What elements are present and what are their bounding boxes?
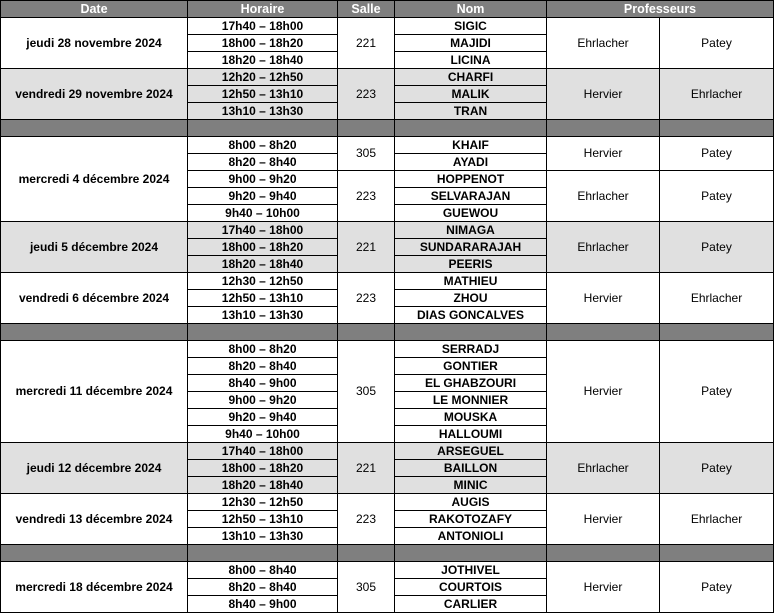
time-cell: 18h00 – 18h20	[188, 239, 338, 256]
date-cell: jeudi 5 décembre 2024	[1, 222, 188, 273]
time-cell: 9h00 – 9h20	[188, 171, 338, 188]
date-cell: vendredi 29 novembre 2024	[1, 69, 188, 120]
time-cell: 17h40 – 18h00	[188, 443, 338, 460]
time-cell: 9h20 – 9h40	[188, 188, 338, 205]
student-name-cell: JOTHIVEL	[395, 562, 547, 579]
professor-2-cell: Patey	[660, 222, 774, 273]
schedule-body	[1, 18, 774, 613]
room-cell: 223	[338, 273, 395, 324]
separator-cell	[547, 120, 660, 137]
professor-1-cell: Ehrlacher	[547, 18, 660, 69]
student-name-cell: SELVARAJAN	[395, 188, 547, 205]
separator-cell	[660, 324, 774, 341]
time-cell: 18h00 – 18h20	[188, 460, 338, 477]
room-cell: 223	[338, 171, 395, 222]
separator-cell	[547, 545, 660, 562]
professor-2-cell: Patey	[660, 341, 774, 443]
header-row	[1, 1, 774, 18]
professor-2-cell: Patey	[660, 443, 774, 494]
room-cell: 223	[338, 69, 395, 120]
time-cell: 13h10 – 13h30	[188, 103, 338, 120]
professor-2-cell: Ehrlacher	[660, 69, 774, 120]
professor-1-cell: Hervier	[547, 137, 660, 171]
professor-1-cell: Hervier	[547, 69, 660, 120]
time-cell: 12h20 – 12h50	[188, 69, 338, 86]
room-cell: 305	[338, 137, 395, 171]
separator-cell	[547, 324, 660, 341]
separator-cell	[395, 324, 547, 341]
professor-1-cell: Ehrlacher	[547, 443, 660, 494]
separator-cell	[1, 120, 188, 137]
separator-cell	[188, 120, 338, 137]
separator-cell	[338, 120, 395, 137]
table-row	[1, 137, 774, 154]
time-cell: 12h30 – 12h50	[188, 494, 338, 511]
student-name-cell: BAILLON	[395, 460, 547, 477]
professor-2-cell: Patey	[660, 137, 774, 171]
table-row	[1, 443, 774, 460]
time-cell: 8h20 – 8h40	[188, 579, 338, 596]
student-name-cell: COURTOIS	[395, 579, 547, 596]
time-cell: 18h00 – 18h20	[188, 35, 338, 52]
date-cell: jeudi 12 décembre 2024	[1, 443, 188, 494]
student-name-cell: CHARFI	[395, 69, 547, 86]
date-cell: mercredi 4 décembre 2024	[1, 137, 188, 222]
student-name-cell: EL GHABZOURI	[395, 375, 547, 392]
table-row	[1, 341, 774, 358]
student-name-cell: NIMAGA	[395, 222, 547, 239]
week-separator-row	[1, 120, 774, 137]
separator-cell	[188, 324, 338, 341]
professor-2-cell: Patey	[660, 18, 774, 69]
time-cell: 12h50 – 13h10	[188, 290, 338, 307]
student-name-cell: ANTONIOLI	[395, 528, 547, 545]
time-cell: 8h20 – 8h40	[188, 154, 338, 171]
student-name-cell: GUEWOU	[395, 205, 547, 222]
student-name-cell: RAKOTOZAFY	[395, 511, 547, 528]
student-name-cell: SIGIC	[395, 18, 547, 35]
table-row	[1, 562, 774, 579]
student-name-cell: MATHIEU	[395, 273, 547, 290]
professor-1-cell: Ehrlacher	[547, 171, 660, 222]
week-separator-row	[1, 545, 774, 562]
room-cell: 221	[338, 222, 395, 273]
week-separator-row	[1, 324, 774, 341]
table-row	[1, 222, 774, 239]
time-cell: 12h30 – 12h50	[188, 273, 338, 290]
time-cell: 18h20 – 18h40	[188, 256, 338, 273]
separator-cell	[338, 545, 395, 562]
date-cell: jeudi 28 novembre 2024	[1, 18, 188, 69]
time-cell: 8h20 – 8h40	[188, 358, 338, 375]
time-cell: 8h00 – 8h20	[188, 341, 338, 358]
separator-cell	[1, 545, 188, 562]
room-cell: 223	[338, 494, 395, 545]
student-name-cell: LICINA	[395, 52, 547, 69]
time-cell: 12h50 – 13h10	[188, 511, 338, 528]
time-cell: 8h00 – 8h20	[188, 137, 338, 154]
header-salle: Salle	[338, 1, 395, 18]
separator-cell	[338, 324, 395, 341]
header-nom: Nom	[395, 1, 547, 18]
time-cell: 18h20 – 18h40	[188, 52, 338, 69]
student-name-cell: KHAIF	[395, 137, 547, 154]
professor-1-cell: Hervier	[547, 341, 660, 443]
student-name-cell: ZHOU	[395, 290, 547, 307]
separator-cell	[1, 324, 188, 341]
table-row	[1, 18, 774, 35]
room-cell: 221	[338, 18, 395, 69]
professor-1-cell: Ehrlacher	[547, 222, 660, 273]
student-name-cell: MOUSKA	[395, 409, 547, 426]
professor-2-cell: Patey	[660, 171, 774, 222]
student-name-cell: HOPPENOT	[395, 171, 547, 188]
time-cell: 9h40 – 10h00	[188, 426, 338, 443]
time-cell: 13h10 – 13h30	[188, 528, 338, 545]
time-cell: 8h40 – 9h00	[188, 375, 338, 392]
professor-2-cell: Patey	[660, 562, 774, 613]
header-professeurs: Professeurs	[547, 1, 774, 18]
student-name-cell: HALLOUMI	[395, 426, 547, 443]
time-cell: 17h40 – 18h00	[188, 222, 338, 239]
professor-1-cell: Hervier	[547, 273, 660, 324]
separator-cell	[395, 545, 547, 562]
student-name-cell: MALIK	[395, 86, 547, 103]
student-name-cell: LE MONNIER	[395, 392, 547, 409]
time-cell: 9h00 – 9h20	[188, 392, 338, 409]
table-row	[1, 494, 774, 511]
time-cell: 17h40 – 18h00	[188, 18, 338, 35]
separator-cell	[660, 545, 774, 562]
student-name-cell: MINIC	[395, 477, 547, 494]
table-row	[1, 273, 774, 290]
room-cell: 221	[338, 443, 395, 494]
time-cell: 13h10 – 13h30	[188, 307, 338, 324]
student-name-cell: CARLIER	[395, 596, 547, 613]
student-name-cell: MAJIDI	[395, 35, 547, 52]
time-cell: 12h50 – 13h10	[188, 86, 338, 103]
header-date: Date	[1, 1, 188, 18]
date-cell: mercredi 11 décembre 2024	[1, 341, 188, 443]
room-cell: 305	[338, 341, 395, 443]
professor-2-cell: Ehrlacher	[660, 494, 774, 545]
student-name-cell: TRAN	[395, 103, 547, 120]
time-cell: 8h40 – 9h00	[188, 596, 338, 613]
student-name-cell: GONTIER	[395, 358, 547, 375]
separator-cell	[188, 545, 338, 562]
date-cell: vendredi 6 décembre 2024	[1, 273, 188, 324]
student-name-cell: ARSEGUEL	[395, 443, 547, 460]
separator-cell	[395, 120, 547, 137]
table-row	[1, 69, 774, 86]
room-cell: 305	[338, 562, 395, 613]
professor-1-cell: Hervier	[547, 562, 660, 613]
date-cell: mercredi 18 décembre 2024	[1, 562, 188, 613]
time-cell: 9h20 – 9h40	[188, 409, 338, 426]
student-name-cell: SERRADJ	[395, 341, 547, 358]
student-name-cell: AUGIS	[395, 494, 547, 511]
student-name-cell: PEERIS	[395, 256, 547, 273]
student-name-cell: SUNDARARAJAH	[395, 239, 547, 256]
student-name-cell: AYADI	[395, 154, 547, 171]
time-cell: 9h40 – 10h00	[188, 205, 338, 222]
professor-1-cell: Hervier	[547, 494, 660, 545]
time-cell: 18h20 – 18h40	[188, 477, 338, 494]
student-name-cell: DIAS GONCALVES	[395, 307, 547, 324]
time-cell: 8h00 – 8h40	[188, 562, 338, 579]
professor-2-cell: Ehrlacher	[660, 273, 774, 324]
separator-cell	[660, 120, 774, 137]
date-cell: vendredi 13 décembre 2024	[1, 494, 188, 545]
header-horaire: Horaire	[188, 1, 338, 18]
